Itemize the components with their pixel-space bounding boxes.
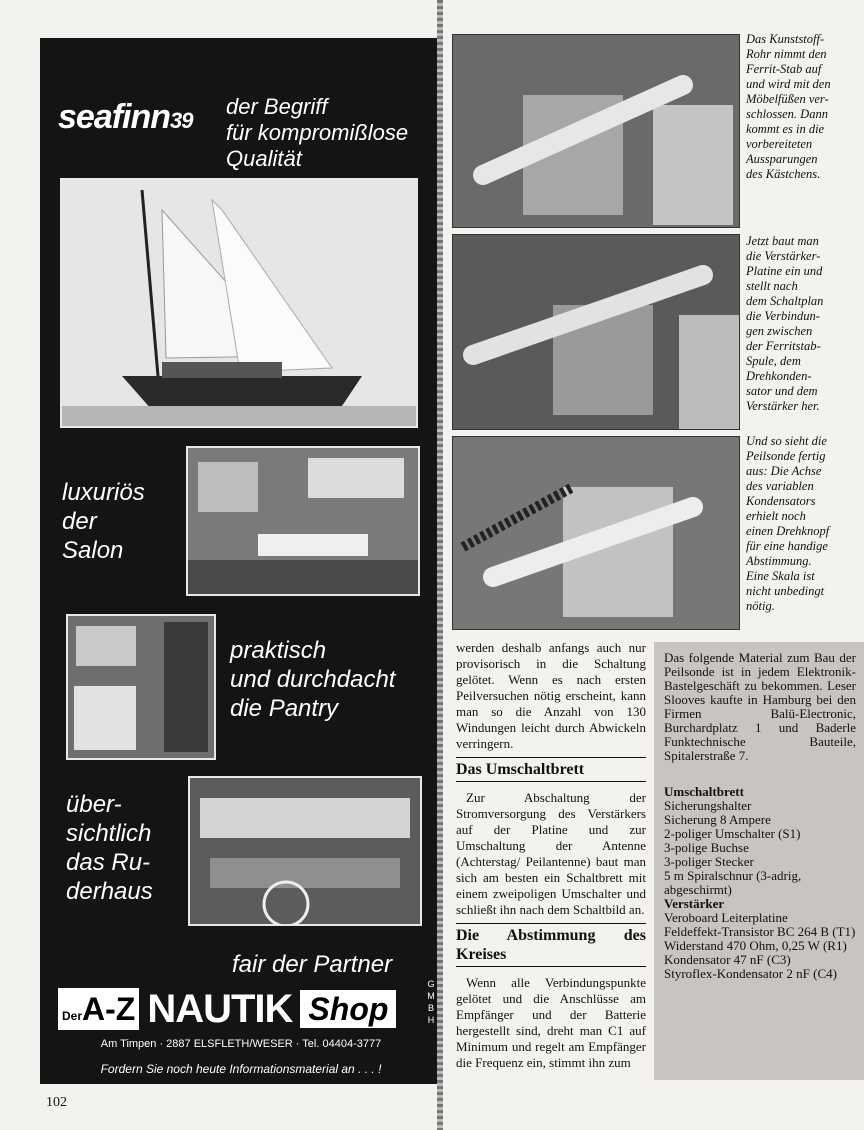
heading-abstimmung: Die Abstimmung des Kreises <box>456 923 646 967</box>
article-paragraph: Zur Abschaltung der Stromversorgung des Verstärkers auf der Platine und zur Umschaltung der Antenne (Achterstag/ Peilantenne) baut man sich am besten ein Schaltbrett mit einem zweipoligen Umschalter und schließt ihn nach dem Schaltbild an. <box>456 790 646 917</box>
logo-shop-word: Shop <box>300 990 396 1028</box>
caption-line: Peilsonde fertig <box>746 449 826 463</box>
wheelhouse-interior-illustration <box>190 778 420 924</box>
salon-line: der <box>62 508 97 535</box>
caption-line: Jetzt baut man <box>746 234 819 248</box>
logo-az: A-Z <box>82 991 136 1027</box>
caption-line: Abstimmung. <box>746 554 812 568</box>
ad-slogan: fair der Partner <box>232 951 393 978</box>
caption-line: Drehkonden- <box>746 369 812 383</box>
sailboat-illustration <box>62 180 416 426</box>
caption-line: Und so sieht die <box>746 434 827 448</box>
tagline-line: Qualität <box>226 146 302 171</box>
material-group-umschaltbrett <box>664 785 856 897</box>
caption-line: schlossen. Dann <box>746 107 828 121</box>
pantry-line: die Pantry <box>230 695 339 722</box>
logo-main-word: NAUTIK <box>147 986 293 1031</box>
caption-line: gen zwischen <box>746 324 813 338</box>
finished-probe-illustration <box>453 437 739 629</box>
page-gutter <box>437 0 443 1130</box>
gmbh-letter: G <box>427 979 435 989</box>
tagline-line: für kompromißlose <box>226 120 409 145</box>
caption-line: einen Drehknopf <box>746 524 830 538</box>
logo-gmbh <box>426 978 436 1026</box>
caption-amplifier-board <box>746 234 850 414</box>
photo-finished-probe <box>452 436 740 630</box>
ferrite-tube-illustration <box>453 35 739 227</box>
material-item: Styroflex-Kondensator 2 nF (C4) <box>664 966 837 981</box>
caption-line: Kondensators <box>746 494 816 508</box>
caption-ferrite-tube <box>746 32 850 182</box>
caption-line: und wird mit den <box>746 77 831 91</box>
caption-line: des variablen <box>746 479 814 493</box>
caption-line: die Verbindun- <box>746 309 820 323</box>
caption-line: vorbereiteten <box>746 137 813 151</box>
material-item: Sicherung 8 Ampere <box>664 812 771 827</box>
caption-line: kommt es in die <box>746 122 825 136</box>
heading-umschaltbrett: Das Umschaltbrett <box>456 757 646 782</box>
ad-footer-callout: Fordern Sie noch heute Informationsmaterial an . . . ! <box>100 1062 382 1076</box>
pantry-caption <box>230 636 395 723</box>
amplifier-board-illustration <box>453 235 739 429</box>
caption-line: für eine handige <box>746 539 828 553</box>
material-item: 3-poliger Stecker <box>664 854 754 869</box>
caption-line: Ferrit-Stab auf <box>746 62 822 76</box>
tagline-line: der Begriff <box>226 94 328 119</box>
wheelhouse-line: derhaus <box>66 878 153 905</box>
material-group-title: Umschaltbrett <box>664 784 744 799</box>
material-item: Kondensator 47 nF (C3) <box>664 952 791 967</box>
caption-line: nicht unbedingt <box>746 584 825 598</box>
material-item: Widerstand 470 Ohm, 0,25 W (R1) <box>664 938 847 953</box>
material-item: 3-polige Buchse <box>664 840 749 855</box>
caption-line: Verstärker her. <box>746 399 820 413</box>
wheelhouse-line: sichtlich <box>66 820 152 847</box>
salon-interior-illustration <box>188 448 418 594</box>
caption-line: aus: Die Achse <box>746 464 822 478</box>
pantry-line: und durchdacht <box>230 666 396 693</box>
material-item: Veroboard Leiterplatine <box>664 910 788 925</box>
logo-prefix: Der <box>62 1009 83 1023</box>
material-intro: Das folgende Material zum Bau der Peilsonde ist in jedem Elektronik-Bastelgeschäft zu bekommen. Leser Slooves kaufte in Hamburg bei den Firmen Balü-Electronic, Burchardplatz 1 und Baderle Funktechnische Bauteile, Spitalerstraße 7. <box>664 650 856 763</box>
salon-line: luxuriös <box>62 479 145 506</box>
caption-line: Möbelfüßen ver- <box>746 92 829 106</box>
caption-line: dem Schaltplan <box>746 294 824 308</box>
material-list-box <box>654 642 864 1080</box>
pantry-photo <box>66 614 216 760</box>
caption-line: Aussparungen <box>746 152 818 166</box>
caption-line: Das Kunststoff- <box>746 32 825 46</box>
photo-ferrite-tube <box>452 34 740 228</box>
brand-name: seafinn <box>58 98 171 136</box>
logo-der-az <box>58 988 139 1030</box>
wheelhouse-line: über- <box>66 791 122 818</box>
wheelhouse-caption <box>66 790 153 906</box>
material-item: 5 m Spiralschnur (3-adrig, abgeschirmt) <box>664 868 802 897</box>
wheelhouse-line: das Ru- <box>66 849 151 876</box>
brand-model: 39 <box>170 108 193 133</box>
material-group-title: Verstärker <box>664 896 725 911</box>
caption-line: erhielt noch <box>746 509 806 523</box>
material-item: Feldeffekt-Transistor BC 264 B (T1) <box>664 924 856 939</box>
caption-line: Platine ein und <box>746 264 823 278</box>
photo-amplifier-board <box>452 234 740 430</box>
gmbh-letter: B <box>427 1003 434 1013</box>
seafinn-brand-logo <box>58 98 193 137</box>
gmbh-letter: M <box>427 991 435 1001</box>
caption-line: Spule, dem <box>746 354 801 368</box>
article-paragraph: Wenn alle Verbindungspunkte gelötet und die Anschlüsse am Empfänger und der Batterie hergestellt sind, dreht man C1 auf Minimum und regelt am Empfänger die Frequenz ein, stimmt ihn zum <box>456 975 646 1070</box>
caption-line: Eine Skala ist <box>746 569 815 583</box>
material-item: Sicherungshalter <box>664 798 752 813</box>
material-item: 2-poliger Umschalter (S1) <box>664 826 801 841</box>
gmbh-letter: H <box>427 1015 435 1025</box>
caption-finished-probe <box>746 434 850 614</box>
shop-address: Am Timpen · 2887 ELSFLETH/WESER · Tel. 04404-3777 <box>100 1038 382 1050</box>
page-number: 102 <box>46 1095 67 1110</box>
pantry-interior-illustration <box>68 616 214 758</box>
caption-line: sator und dem <box>746 384 818 398</box>
article-paragraph: werden deshalb anfangs auch nur provisorisch in die Schaltung gelötet. Wenn es nach ersten Peilversuchen nötig erscheint, kann man so die Anzahl von 130 Windungen leicht durch Abwickeln verringern. <box>456 640 646 751</box>
pantry-line: praktisch <box>230 637 327 664</box>
wheelhouse-photo <box>188 776 422 926</box>
material-group-verstaerker <box>664 897 856 981</box>
ad-tagline <box>226 94 408 172</box>
nautik-shop-logo <box>58 986 430 1032</box>
salon-caption <box>62 478 145 565</box>
caption-line: der Ferritstab- <box>746 339 821 353</box>
caption-line: nötig. <box>746 599 775 613</box>
salon-line: Salon <box>62 537 124 564</box>
salon-photo <box>186 446 420 596</box>
yacht-photo <box>60 178 418 428</box>
caption-line: Rohr nimmt den <box>746 47 827 61</box>
caption-line: des Kästchens. <box>746 167 821 181</box>
article-column <box>456 640 646 1071</box>
caption-line: stellt nach <box>746 279 798 293</box>
caption-line: die Verstärker- <box>746 249 821 263</box>
nautik-shop-advertisement <box>40 38 442 1084</box>
